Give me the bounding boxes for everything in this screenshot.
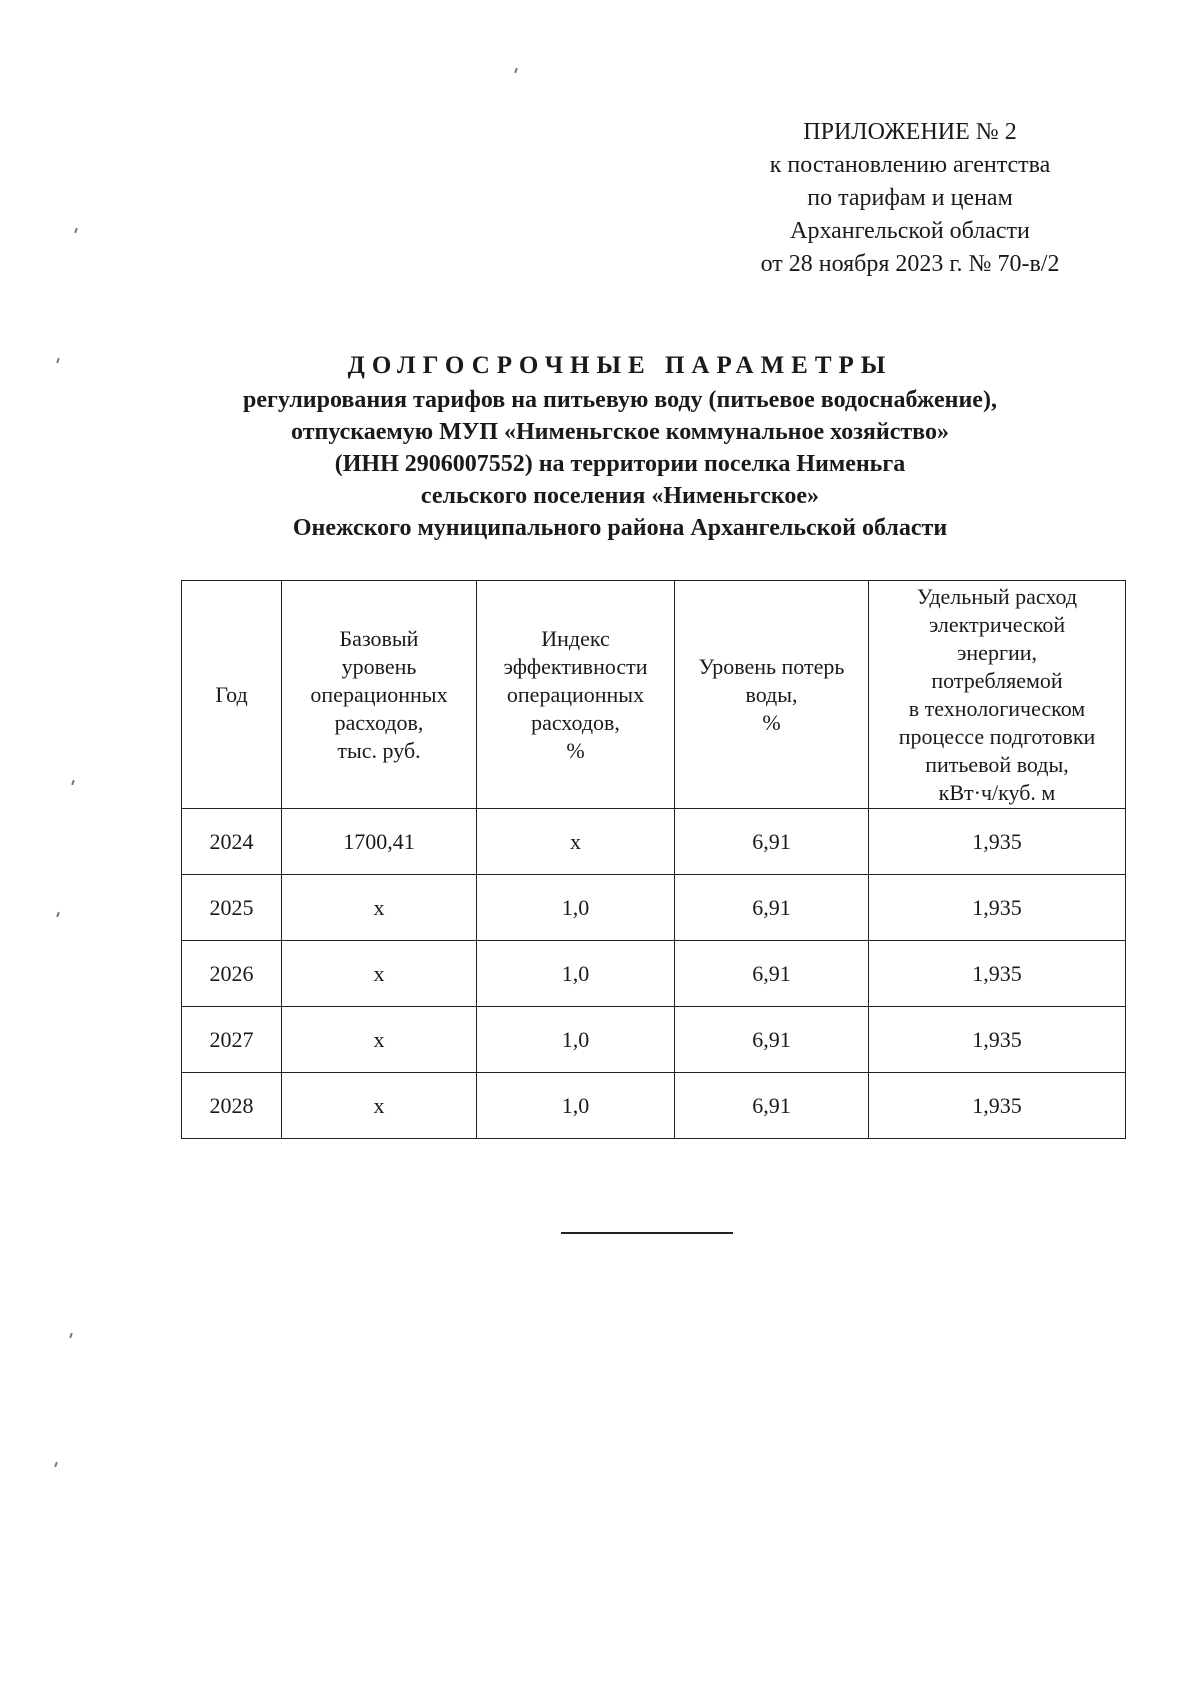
document-title: ДОЛГОСРОЧНЫЕ ПАРАМЕТРЫ	[347, 352, 893, 379]
table-row	[182, 809, 1126, 875]
header-text: воды,	[745, 681, 798, 707]
header-text: электрической	[928, 611, 1066, 637]
cell-efficiency-index: 1,0	[477, 875, 675, 941]
table-row	[182, 941, 1126, 1007]
scan-speck	[56, 912, 60, 917]
header-text: Уровень потерь	[698, 653, 845, 679]
heading-line: сельского поселения «Нименьгское»	[420, 483, 820, 509]
table-row	[182, 1073, 1126, 1139]
cell-energy-consumption: 1,935	[869, 809, 1126, 875]
appendix-line: по тарифам и ценам	[807, 185, 1013, 211]
cell-year: 2028	[182, 1073, 282, 1139]
header-text: тыс. руб.	[337, 737, 421, 763]
header-efficiency-index	[477, 581, 675, 809]
cell-base-opex: х	[282, 1007, 477, 1073]
header-text: потребляемой	[931, 667, 1063, 693]
heading-line: отпускаемую МУП «Нименьгское коммунальное хозяйство»	[291, 419, 949, 445]
header-text: процессе подготовки	[898, 723, 1096, 749]
cell-base-opex: 1700,41	[282, 809, 477, 875]
document-heading	[120, 350, 1120, 544]
scan-speck	[69, 1333, 73, 1338]
cell-base-opex: х	[282, 941, 477, 1007]
header-text: %	[762, 709, 781, 735]
cell-year: 2024	[182, 809, 282, 875]
cell-energy-consumption: 1,935	[869, 1073, 1126, 1139]
cell-efficiency-index: 1,0	[477, 1007, 675, 1073]
cell-water-loss: 6,91	[675, 1073, 869, 1139]
scan-speck	[74, 228, 78, 233]
heading-line: (ИНН 2906007552) на территории поселка Нименьга	[334, 451, 906, 477]
cell-water-loss: 6,91	[675, 1007, 869, 1073]
table-row	[182, 1007, 1126, 1073]
cell-base-opex: х	[282, 1073, 477, 1139]
header-text: Удельный расход	[916, 583, 1078, 609]
header-base-opex	[282, 581, 477, 809]
header-water-loss	[675, 581, 869, 809]
header-text: энергии,	[956, 639, 1038, 665]
header-text: уровень	[341, 653, 417, 679]
cell-base-opex: х	[282, 875, 477, 941]
header-text: расходов,	[531, 709, 620, 735]
scan-speck	[56, 358, 60, 363]
appendix-line: к постановлению агентства	[769, 152, 1051, 178]
scan-speck	[514, 68, 518, 73]
table-row	[182, 875, 1126, 941]
cell-efficiency-index: 1,0	[477, 941, 675, 1007]
header-year	[182, 581, 282, 809]
header-text: Базовый	[339, 625, 419, 651]
scan-speck	[54, 1462, 58, 1467]
header-text: %	[566, 737, 585, 763]
parameters-table	[181, 580, 1126, 1139]
header-text: эффективности	[503, 653, 648, 679]
end-divider-line	[561, 1232, 733, 1234]
cell-water-loss: 6,91	[675, 809, 869, 875]
header-row	[182, 581, 1126, 809]
cell-year: 2025	[182, 875, 282, 941]
header-energy-consumption	[869, 581, 1126, 809]
cell-energy-consumption: 1,935	[869, 875, 1126, 941]
cell-energy-consumption: 1,935	[869, 1007, 1126, 1073]
header-text: в технологическом	[908, 695, 1086, 721]
header-text: питьевой воды,	[925, 751, 1069, 777]
heading-line: регулирования тарифов на питьевую воду (питьевое водоснабжение),	[243, 387, 997, 413]
cell-efficiency-index: 1,0	[477, 1073, 675, 1139]
cell-year: 2027	[182, 1007, 282, 1073]
appendix-block	[700, 116, 1120, 281]
header-text: Год	[215, 681, 248, 707]
header-text: операционных	[310, 681, 448, 707]
appendix-date: от 28 ноября 2023 г. № 70-в/2	[760, 251, 1060, 277]
header-text: расходов,	[334, 709, 424, 735]
header-text: кВт·ч/куб. м	[938, 779, 1056, 805]
cell-water-loss: 6,91	[675, 875, 869, 941]
header-text: Индекс	[541, 625, 610, 651]
cell-energy-consumption: 1,935	[869, 941, 1126, 1007]
scan-speck	[71, 780, 75, 785]
appendix-line: Архангельской области	[790, 218, 1030, 244]
cell-efficiency-index: х	[477, 809, 675, 875]
header-text: операционных	[506, 681, 645, 707]
cell-water-loss: 6,91	[675, 941, 869, 1007]
cell-year: 2026	[182, 941, 282, 1007]
appendix-number: ПРИЛОЖЕНИЕ № 2	[803, 119, 1017, 145]
heading-line: Онежского муниципального района Архангельской области	[292, 515, 948, 541]
